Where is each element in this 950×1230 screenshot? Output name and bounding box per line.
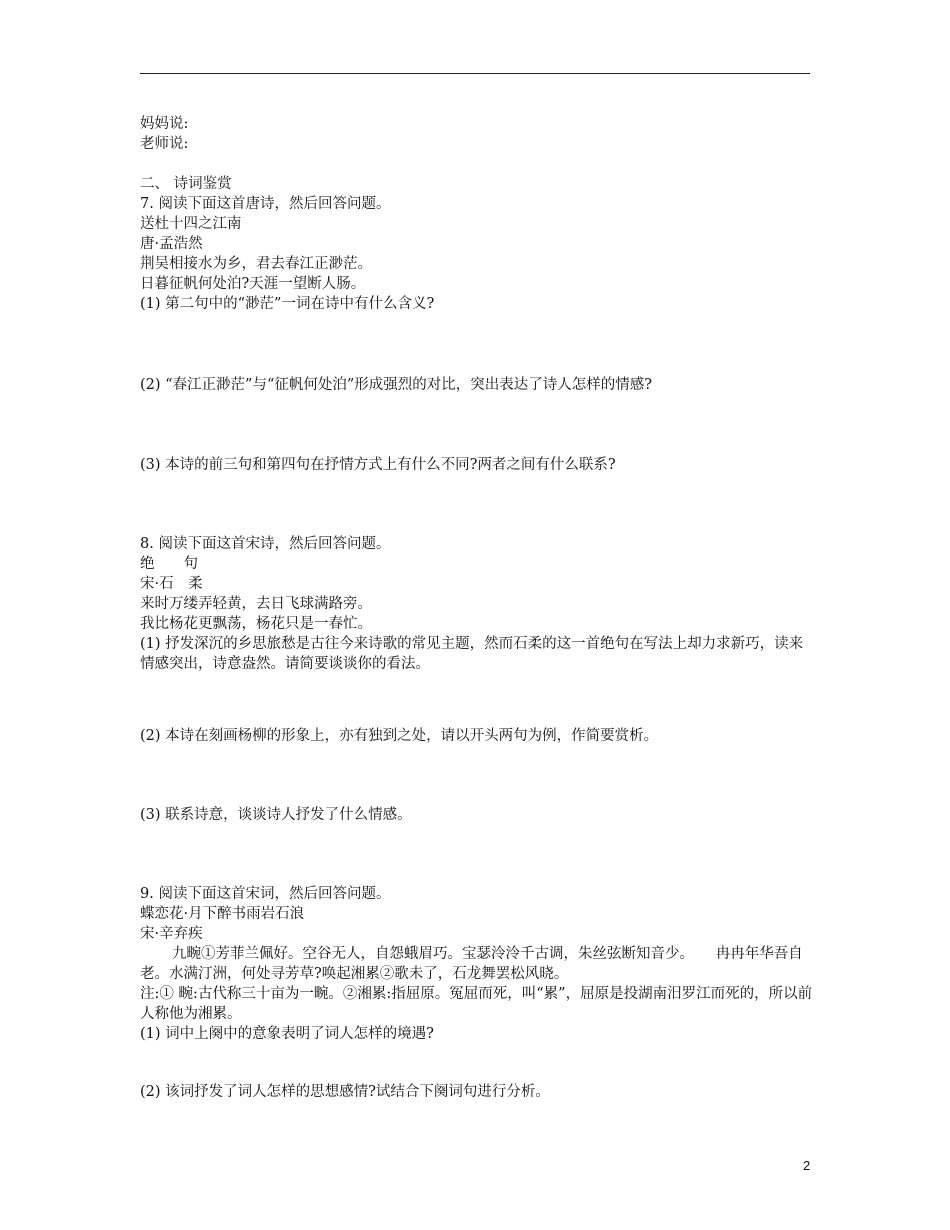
q7-poem-title: 送杜十四之江南	[140, 216, 242, 232]
q9-author: 宋·辛弃疾	[140, 926, 203, 942]
q7-poem-line-2: 日暮征帆何处泊?天涯一望断人肠。	[140, 276, 366, 292]
q9-intro: 9. 阅读下面这首宋词，然后回答问题。	[140, 886, 391, 902]
q8-intro: 8. 阅读下面这首宋诗，然后回答问题。	[140, 536, 391, 552]
q7-intro: 7. 阅读下面这首唐诗，然后回答问题。	[140, 196, 391, 212]
q9-sub-question-2: (2) 该词抒发了词人怎样的思想感情?试结合下阕词句进行分析。	[140, 1084, 550, 1100]
q8-sub-question-1: (1) 抒发深沉的乡思旅愁是古往今来诗歌的常见主题，然而石柔的这一首绝句在写法上却力求新巧，读来情感突出，诗意盎然。请简要谈谈你的看法。	[140, 636, 804, 672]
q8-sub-question-2: (2) 本诗在刻画杨柳的形象上，亦有独到之处，请以开头两句为例，作简要赏析。	[140, 728, 659, 744]
q9-poem-body: 九畹①芳菲兰佩好。空谷无人，自怨蛾眉巧。宝瑟泠泠千古调，朱丝弦断知音少。 冉冉年华吾自老。水满汀洲，何处寻芳草?唤起湘累②歌未了，石龙舞罢松风晓。	[140, 946, 803, 982]
page-number: 2	[803, 1158, 811, 1173]
q8-poem-line-2: 我比杨花更飘荡，杨花只是一春忙。	[140, 616, 372, 632]
q7-sub-question-2: (2) “春江正渺茫”与“征帆何处泊”形成强烈的对比，突出表达了诗人怎样的情感?	[140, 377, 653, 393]
q8-poem-line-1: 来时万缕弄轻黄，去日飞球满路旁。	[140, 596, 372, 612]
q7-sub-question-3: (3) 本诗的前三句和第四句在抒情方式上有什么不同?两者之间有什么联系?	[140, 457, 616, 473]
section-title: 二、 诗词鉴赏	[140, 176, 232, 192]
q7-poem-line-1: 荆吴相接水为乡，君去春江正渺茫。	[140, 256, 372, 272]
q9-poem-title: 蝶恋花·月下醉书雨岩石浪	[140, 906, 305, 922]
q8-author: 宋·石 柔	[140, 576, 203, 592]
q7-author: 唐·孟浩然	[140, 236, 203, 252]
q7-sub-question-1: (1) 第二句中的“渺茫”一词在诗中有什么含义?	[140, 296, 435, 312]
q9-annotation: 注:① 畹:古代称三十亩为一畹。②湘累:指屈原。冤屈而死，叫“累”，屈原是投湖南汨罗江而死的，所以前人称他为湘累。	[140, 986, 813, 1022]
q9-sub-question-1: (1) 词中上阕中的意象表明了词人怎样的境遇?	[140, 1026, 434, 1042]
q8-sub-question-3: (3) 联系诗意，谈谈诗人抒发了什么情感。	[140, 807, 412, 823]
header-rule	[140, 73, 810, 74]
dialog-mom: 妈妈说:	[140, 116, 189, 132]
dialog-teacher: 老师说:	[140, 136, 189, 152]
q8-poem-title: 绝 句	[140, 556, 198, 572]
